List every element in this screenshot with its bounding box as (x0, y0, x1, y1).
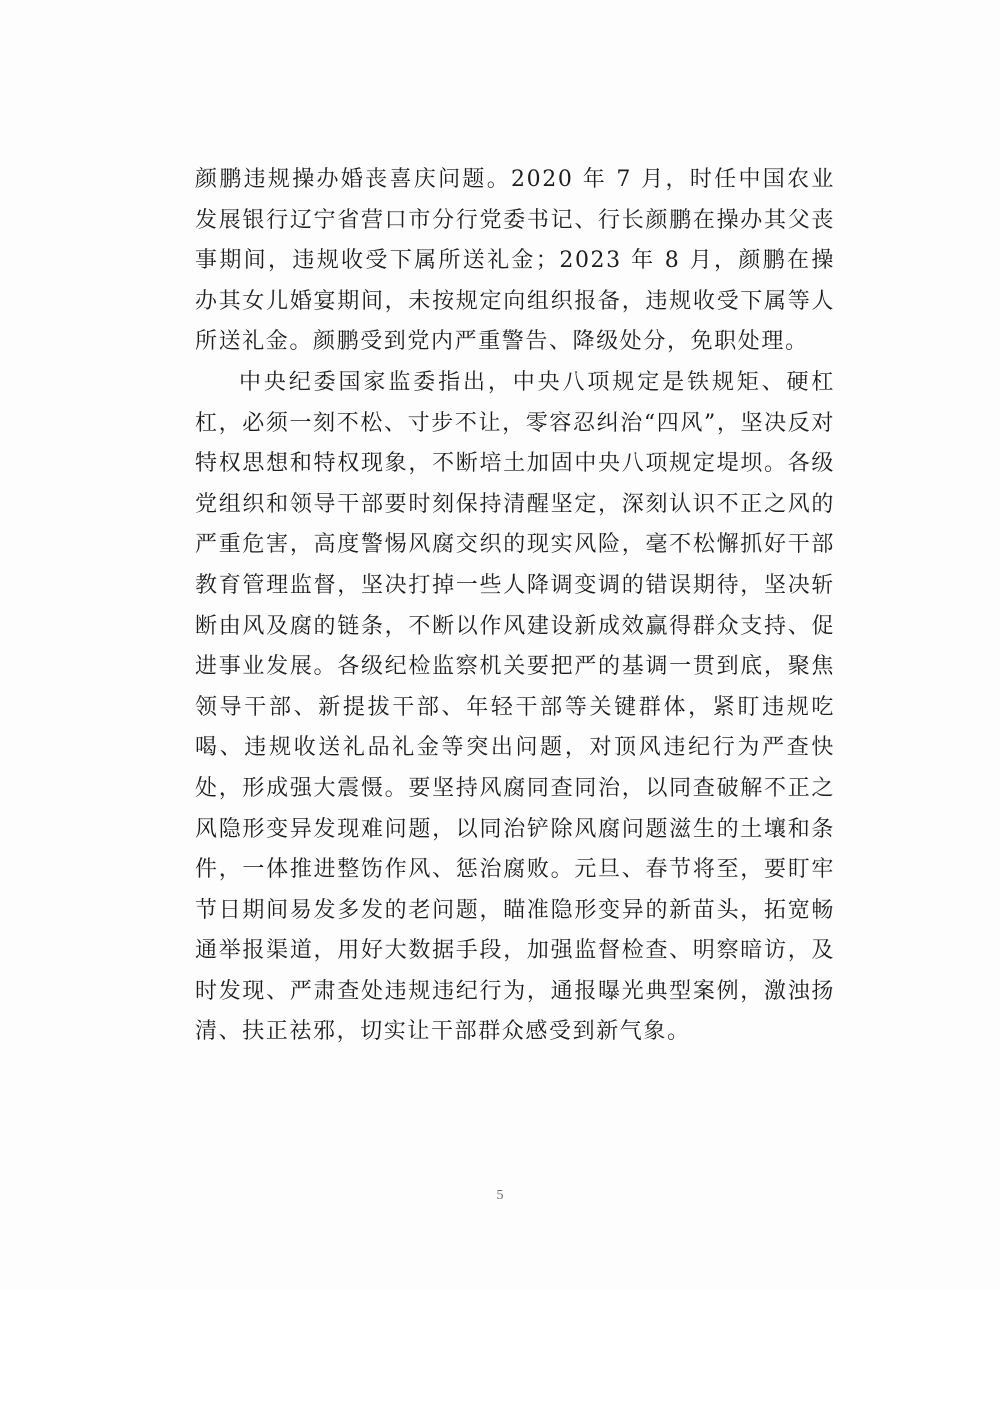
paragraph-ccdi-statement: 中央纪委国家监委指出，中央八项规定是铁规矩、硬杠杠，必须一刻不松、寸步不让，零容忍纠治“四风”，坚决反对特权思想和特权现象，不断培土加固中央八项规定堤坝。各级党组织和领导干部要时刻保持清醒坚定，深刻认识不正之风的严重危害，高度警惕风腐交织的现实风险，毫不松懈抓好干部教育管理监督，坚决打掉一些人降调变调的错误期待，坚决斩断由风及腐的链条，不断以作风建设新成效赢得群众支持、促进事业发展。各级纪检监察机关要把严的基调一贯到底，聚焦领导干部、新提拔干部、年轻干部等关键群体，紧盯违规吃喝、违规收送礼品礼金等突出问题，对顶风违纪行为严查快处，形成强大震慑。要坚持风腐同查同治，以同查破解不正之风隐形变异发现难问题，以同治铲除风腐问题滋生的土壤和条件，一体推进整饬作风、惩治腐败。元旦、春节将至，要盯牢节日期间易发多发的老问题，瞄准隐形变异的新苗头，拓宽畅通举报渠道，用好大数据手段，加强监督检查、明察暗访，及时发现、严肃查处违规违纪行为，通报曝光典型案例，激浊扬清、扶正祛邪，切实让干部群众感受到新气象。 (195, 369, 835, 1045)
paragraph-case-yan-peng: 颜鹏违规操办婚丧喜庆问题。2020 年 7 月，时任中国农业发展银行辽宁省营口市分行党委书记、行长颜鹏在操办其父丧事期间，违规收受下属所送礼金；2023 年 8 月，颜鹏在操办其女儿婚宴期间，未按规定向组织报备，违规收受下属等人所送礼金。颜鹏受到党内严重警告、降级处分，免职处理。 (195, 167, 835, 355)
document-body (195, 160, 835, 1053)
page-number: 5 (496, 1188, 504, 1203)
scan-margin (0, 1290, 1000, 1415)
